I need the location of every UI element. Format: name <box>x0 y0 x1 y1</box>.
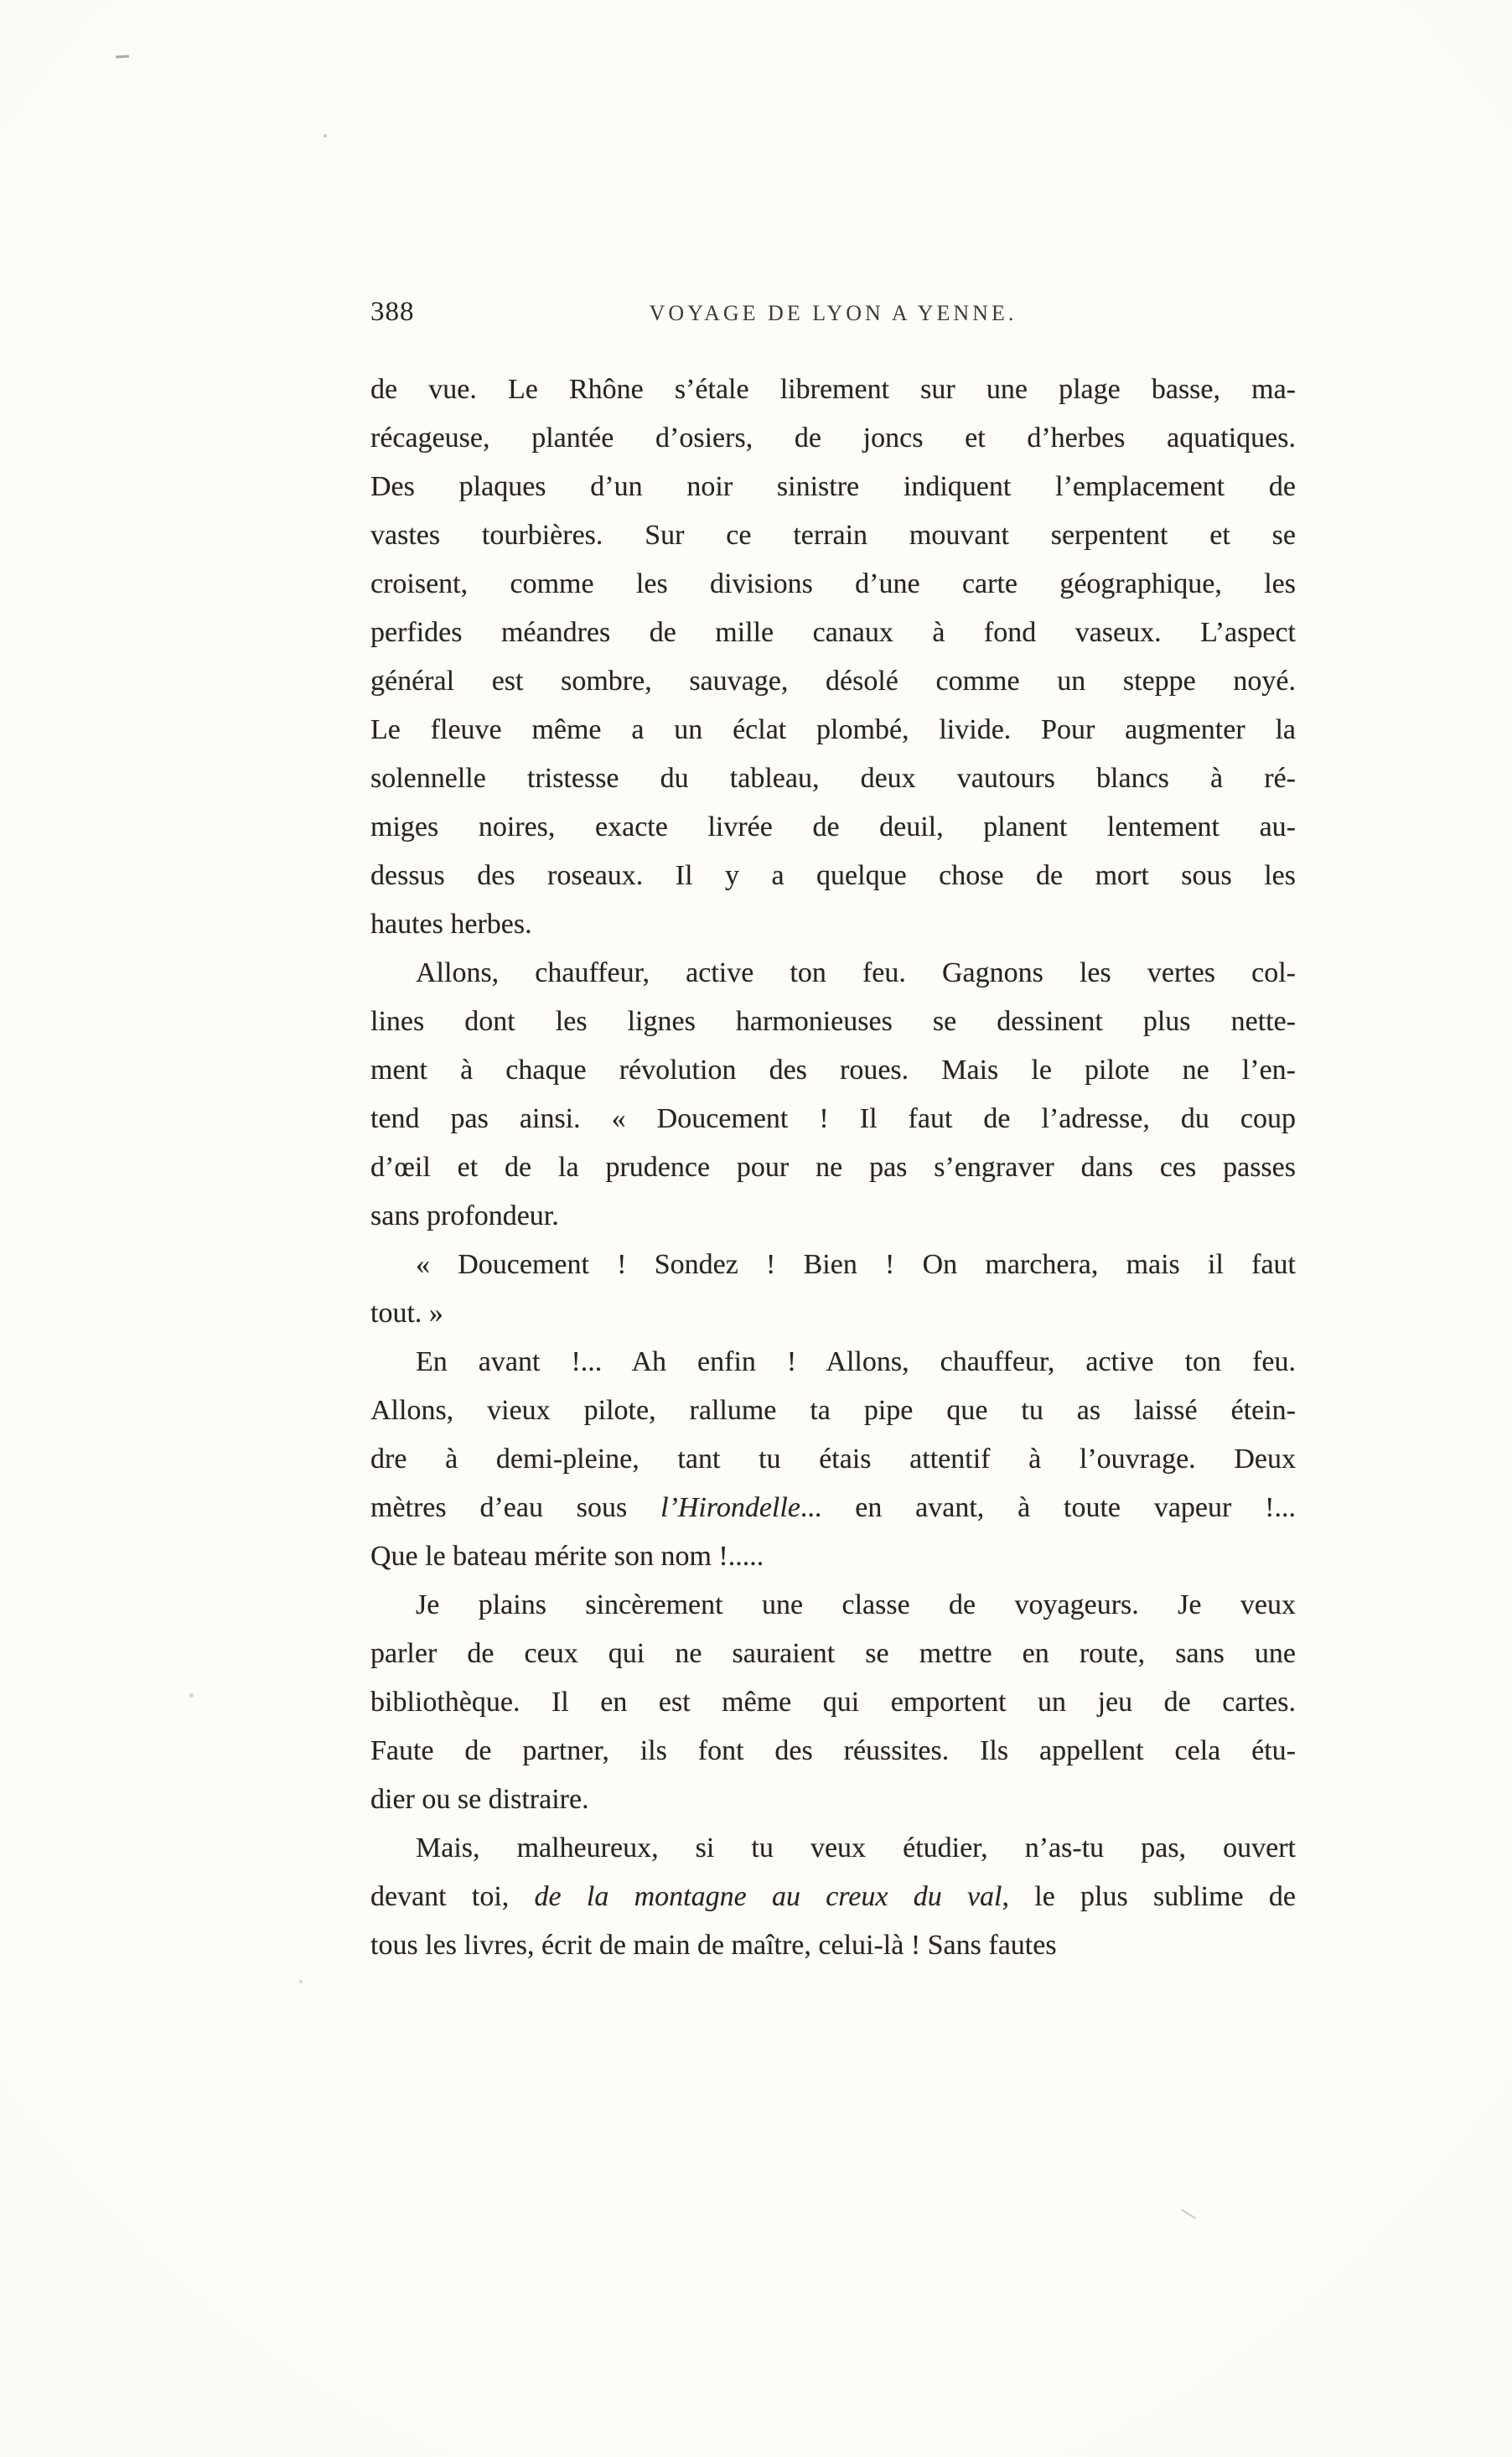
text-line <box>370 1581 1296 1630</box>
text-segment: tous les livres, écrit de main de maître, celui-là ! Sans fautes <box>370 1930 1057 1961</box>
text-line <box>370 1241 1296 1289</box>
text-line <box>370 1484 1296 1532</box>
running-header: VOYAGE DE LYON A YENNE. <box>649 301 1017 325</box>
text-segment: Faute de partner, ils font des réussites. Ils appellent cela étu- <box>370 1735 1296 1766</box>
text-line <box>370 900 1296 949</box>
text-line <box>370 1338 1296 1387</box>
scan-speck <box>299 1980 303 1983</box>
page-number: 388 <box>370 297 415 327</box>
text-line <box>370 511 1296 560</box>
text-segment: Je plains sincèrement une classe de voyageurs. Je veux <box>416 1589 1296 1620</box>
scan-speck <box>1181 2209 1196 2219</box>
text-line <box>370 754 1296 803</box>
text-segment: tend pas ainsi. « Doucement ! Il faut de l’adresse, du coup <box>370 1103 1296 1134</box>
paragraph <box>370 949 1296 1241</box>
paragraph <box>370 1241 1296 1338</box>
paragraph <box>370 365 1296 949</box>
text-line <box>370 657 1296 706</box>
text-segment: tout. » <box>370 1298 443 1329</box>
text-segment: ment à chaque révolution des roues. Mais le pilote ne l’en- <box>370 1055 1296 1086</box>
text-line <box>370 1532 1296 1581</box>
text-line <box>370 1143 1296 1192</box>
scan-speck <box>324 134 327 137</box>
text-line <box>370 1921 1296 1970</box>
text-segment: Mais, malheureux, si tu veux étudier, n’as-tu pas, ouvert <box>416 1832 1296 1863</box>
text-segment: sans profondeur. <box>370 1200 559 1231</box>
text-segment: Le fleuve même a un éclat plombé, livide. Pour augmenter la <box>370 714 1296 745</box>
text-segment: Allons, chauffeur, active ton feu. Gagnons les vertes col- <box>416 957 1296 988</box>
text-line <box>370 706 1296 754</box>
text-segment: lines dont les lignes harmonieuses se dessinent plus nette- <box>370 1006 1296 1037</box>
text-segment: Des plaques d’un noir sinistre indiquent l’emplacement de <box>370 471 1296 502</box>
text-line <box>370 1046 1296 1095</box>
text-line <box>370 1775 1296 1824</box>
text-line <box>370 1192 1296 1241</box>
body-text <box>370 365 1296 1970</box>
scan-speck <box>189 1693 194 1698</box>
text-segment: devant toi, <box>370 1881 535 1912</box>
text-line <box>370 1435 1296 1484</box>
text-line <box>370 1387 1296 1435</box>
text-segment: solennelle tristesse du tableau, deux vautours blancs à ré- <box>370 763 1296 794</box>
paragraph <box>370 1338 1296 1581</box>
text-line <box>370 803 1296 852</box>
text-line <box>370 609 1296 657</box>
text-segment: dre à demi-pleine, tant tu étais attentif à l’ouvrage. Deux <box>370 1444 1296 1475</box>
text-segment: mètres d’eau sous <box>370 1492 661 1523</box>
text-segment: bibliothèque. Il en est même qui emportent un jeu de cartes. <box>370 1687 1296 1718</box>
text-line <box>370 949 1296 998</box>
text-segment: vastes tourbières. Sur ce terrain mouvant serpentent et se <box>370 520 1296 551</box>
text-segment: dessus des roseaux. Il y a quelque chose de mort sous les <box>370 860 1296 891</box>
text-line <box>370 560 1296 609</box>
text-segment: perfides méandres de mille canaux à fond vaseux. L’aspect <box>370 617 1296 648</box>
text-segment: dier ou se distraire. <box>370 1784 589 1815</box>
text-line <box>370 1095 1296 1143</box>
text-segment: croisent, comme les divisions d’une carte géographique, les <box>370 568 1296 599</box>
text-line <box>370 1678 1296 1727</box>
text-line <box>370 414 1296 463</box>
text-segment: « Doucement ! Sondez ! Bien ! On marchera, mais il faut <box>416 1249 1296 1280</box>
text-segment: Que le bateau mérite son nom !..... <box>370 1541 764 1572</box>
italic-text-segment: de la montagne au creux du val <box>534 1881 1002 1912</box>
text-line <box>370 365 1296 414</box>
text-segment: d’œil et de la prudence pour ne pas s’engraver dans ces passes <box>370 1152 1296 1183</box>
paragraph <box>370 1581 1296 1824</box>
text-segment: miges noires, exacte livrée de deuil, planent lentement au- <box>370 811 1296 842</box>
text-segment: , le plus sublime de <box>1002 1881 1296 1912</box>
text-line <box>370 463 1296 511</box>
text-segment: de vue. Le Rhône s’étale librement sur une plage basse, ma- <box>370 374 1296 405</box>
text-segment: général est sombre, sauvage, désolé comme un steppe noyé. <box>370 666 1296 697</box>
text-segment: ... en avant, à toute vapeur !... <box>800 1492 1296 1523</box>
text-line <box>370 1873 1296 1921</box>
text-line <box>370 1727 1296 1775</box>
text-line <box>370 1289 1296 1338</box>
text-line <box>370 852 1296 900</box>
text-line <box>370 1630 1296 1678</box>
paragraph <box>370 1824 1296 1970</box>
page-header <box>370 295 1296 335</box>
text-segment: hautes herbes. <box>370 909 532 940</box>
text-line <box>370 1824 1296 1873</box>
text-segment: Allons, vieux pilote, rallume ta pipe que tu as laissé étein- <box>370 1395 1296 1426</box>
text-line <box>370 998 1296 1046</box>
italic-text-segment: l’Hirondelle <box>660 1492 800 1523</box>
text-segment: En avant !... Ah enfin ! Allons, chauffeur, active ton feu. <box>416 1346 1296 1377</box>
text-segment: parler de ceux qui ne sauraient se mettre en route, sans une <box>370 1638 1296 1669</box>
text-segment: récageuse, plantée d’osiers, de joncs et d’herbes aquatiques. <box>370 422 1296 454</box>
scan-speck <box>116 54 129 58</box>
